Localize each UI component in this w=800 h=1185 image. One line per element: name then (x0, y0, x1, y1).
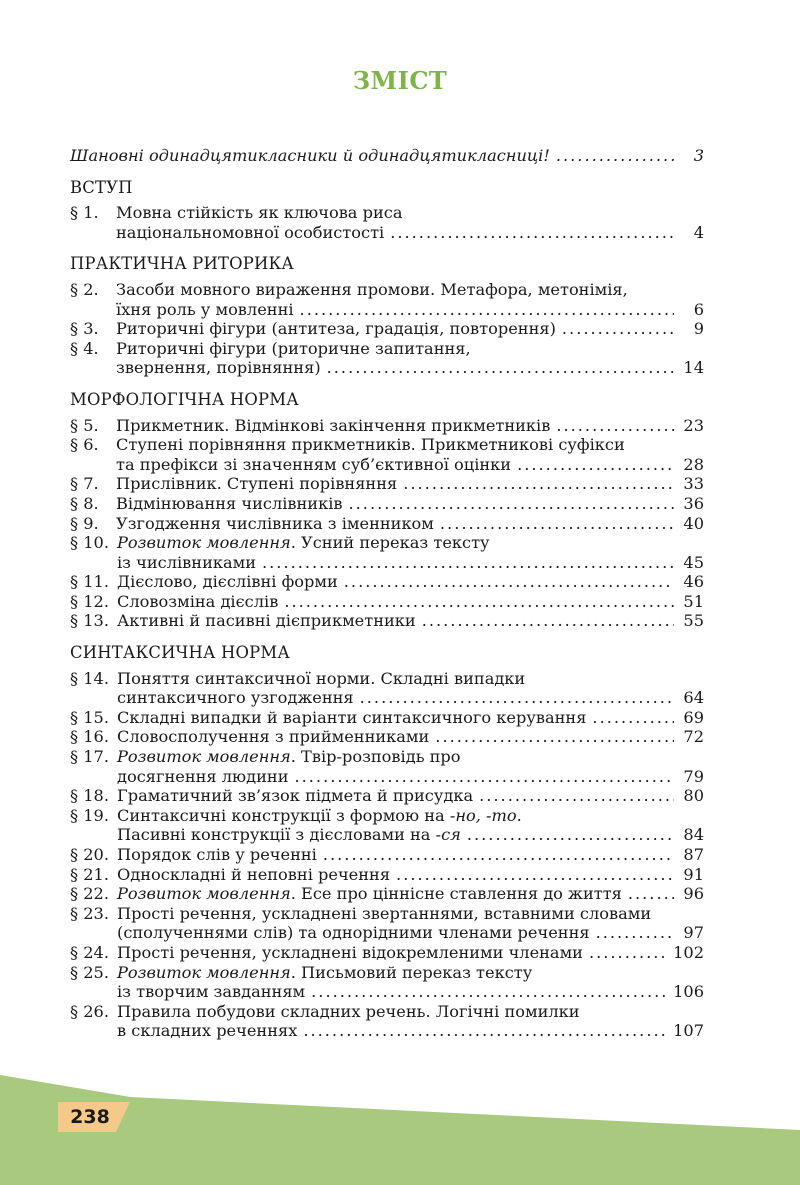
toc-entry-number: § 26. (70, 1001, 109, 1021)
page-number: 238 (70, 1106, 110, 1128)
toc-entry-text-italic: Розвиток мовлення (117, 962, 291, 982)
toc-entry-text: Правила побудови складних речень. Логічні помилки (117, 1001, 580, 1021)
toc-entry[interactable] (70, 280, 704, 319)
toc-entry-text: Складні випадки й варіанти синтаксичного керування (117, 707, 587, 727)
dot-leader (311, 982, 665, 1002)
toc-entry[interactable] (70, 319, 704, 339)
toc-entry-text: досягнення людини (117, 766, 289, 786)
toc-entry-text: Словосполучення з прийменниками (117, 727, 430, 747)
dot-leader (390, 223, 674, 243)
toc-page-number: 106 (673, 982, 704, 1002)
toc-entry-text: звернення, порівняння) (116, 358, 321, 378)
toc-entry-number: § 15. (70, 707, 109, 727)
toc-entry-text: Односкладні й неповні речення (117, 864, 391, 884)
toc-entry-number: § 14. (70, 668, 109, 688)
toc-entry-number: § 13. (70, 611, 109, 631)
toc-page-number: 45 (683, 552, 704, 572)
dot-leader (517, 455, 674, 475)
toc-entry-text-italic: -но, -то (449, 805, 517, 825)
toc-entry-text: Словозміна дієслів (117, 591, 279, 611)
toc-entry-text-italic: Розвиток мовлення (117, 884, 291, 904)
toc-entry-number: § 17. (70, 747, 109, 767)
toc-page-number: 3 (693, 146, 704, 165)
dot-leader (467, 825, 674, 845)
toc-entry[interactable] (70, 339, 704, 378)
table-of-contents (70, 146, 704, 1041)
section-heading-morphology: МОРФОЛОГІЧНА НОРМА (70, 389, 299, 409)
toc-entry[interactable] (70, 963, 704, 1002)
toc-entry-text: Прості речення, ускладнені відокремленими членами (117, 942, 583, 962)
toc-entry-text: Риторичні фігури (антитеза, градація, повторення) (116, 319, 556, 339)
toc-entry[interactable] (70, 865, 704, 885)
dot-leader (360, 688, 674, 708)
toc-page-number: 23 (683, 415, 704, 435)
toc-entry-text: . Есе про ціннісне ставлення до життя (290, 884, 622, 904)
toc-entry-text: Дієслово, дієслівні форми (117, 572, 338, 592)
dot-leader (556, 146, 674, 166)
toc-entry[interactable] (70, 943, 704, 963)
toc-entry-text: . Письмовий переказ тексту (290, 962, 533, 982)
toc-entry-text: в складних реченнях (117, 1021, 298, 1041)
toc-entry-number: § 7. (70, 474, 99, 494)
toc-entry-number: § 8. (70, 493, 99, 513)
toc-page-number: 4 (693, 222, 704, 242)
dot-leader (327, 358, 674, 378)
dot-leader (479, 786, 674, 806)
dot-leader (440, 514, 674, 534)
toc-entry[interactable] (70, 845, 704, 865)
toc-entry[interactable] (70, 727, 704, 747)
dot-leader (323, 845, 674, 865)
toc-entry[interactable] (70, 435, 704, 474)
toc-entry[interactable] (70, 572, 704, 592)
dot-leader (262, 553, 674, 573)
toc-entry-text: Порядок слів у реченні (117, 845, 317, 864)
dot-leader (562, 319, 674, 339)
toc-entry-number: § 6. (70, 435, 99, 455)
toc-page-number: 72 (683, 727, 704, 747)
toc-page-number: 51 (683, 591, 704, 611)
toc-page-number: 46 (683, 572, 704, 592)
toc-entry-text: Мовна стійкість як ключова риса (116, 203, 403, 223)
toc-entry[interactable] (70, 669, 704, 708)
toc-page-number: 87 (683, 845, 704, 864)
toc-entry[interactable] (70, 786, 704, 806)
toc-entry-text: із числівниками (117, 552, 257, 572)
toc-entry-text-italic: Розвиток мовлення (117, 533, 291, 553)
dot-leader (596, 923, 674, 943)
toc-entry-text-italic: Розвиток мовлення (117, 747, 291, 767)
toc-entry-number: § 18. (70, 786, 109, 806)
section-heading-rhetoric: ПРАКТИЧНА РИТОРИКА (70, 254, 294, 274)
toc-entry-text: Засоби мовного вираження промови. Метафора, метонімія, (116, 279, 628, 299)
toc-entry-number: § 24. (70, 942, 109, 962)
dot-leader (589, 943, 665, 963)
toc-entry-number: § 9. (70, 513, 99, 533)
toc-page-number: 97 (683, 923, 704, 943)
toc-page-number: 69 (683, 707, 704, 727)
toc-entry-text: національномовної особистості (116, 222, 385, 242)
toc-entry-number: § 22. (70, 884, 109, 904)
toc-entry-number: § 19. (70, 805, 109, 825)
toc-entry-number: § 21. (70, 864, 109, 884)
toc-entry-text: Синтаксичні конструкції з формою на (117, 805, 445, 825)
toc-entry[interactable] (70, 494, 704, 514)
toc-page-number: 107 (673, 1021, 704, 1041)
toc-entry-number: § 25. (70, 962, 109, 982)
toc-entry-number: § 1. (70, 203, 99, 223)
dot-leader (396, 865, 674, 885)
toc-entry[interactable] (70, 592, 704, 612)
toc-entry-number: § 3. (70, 319, 99, 339)
toc-entry[interactable] (70, 806, 704, 845)
toc-entry-text: Узгодження числівника з іменником (116, 513, 434, 533)
toc-page-number: 40 (683, 513, 704, 533)
dot-leader (344, 572, 674, 592)
toc-entry[interactable] (70, 884, 704, 904)
toc-entry-text: Активні й пасивні дієприкметники (117, 611, 416, 631)
toc-entry-intro[interactable] (70, 146, 704, 166)
dot-leader (435, 727, 674, 747)
toc-entry-text: . Твір-розповідь про (290, 747, 461, 767)
toc-entry-number: § 16. (70, 727, 109, 747)
section-heading-syntax: СИНТАКСИЧНА НОРМА (70, 643, 290, 663)
toc-page-number: 84 (683, 825, 704, 845)
toc-entry-text: Прикметник. Відмінкові закінчення прикметників (116, 415, 551, 435)
toc-entry-text: їхня роль у мовленні (116, 299, 294, 319)
toc-page-number: 36 (683, 493, 704, 513)
toc-page-number: 102 (673, 942, 704, 962)
toc-page-number: 79 (683, 766, 704, 786)
toc-entry-number: § 4. (70, 338, 99, 358)
toc-page-number: 91 (683, 864, 704, 884)
toc-page-number: 55 (683, 611, 704, 631)
toc-page-number: 9 (693, 319, 704, 339)
toc-entry[interactable] (70, 416, 704, 436)
toc-entry-number: § 10. (70, 533, 109, 553)
page-title: ЗМІСТ (352, 66, 448, 95)
toc-entry-number: § 20. (70, 845, 109, 864)
dot-leader (295, 767, 675, 787)
toc-entry[interactable] (70, 514, 704, 534)
dot-leader (403, 474, 674, 494)
toc-entry[interactable] (70, 1002, 704, 1041)
dot-leader (422, 611, 674, 631)
toc-entry-text: із творчим завданням (117, 982, 306, 1002)
dot-leader (303, 1021, 665, 1041)
toc-page-number: 96 (683, 884, 704, 904)
toc-entry-text: Ступені порівняння прикметників. Прикметникові суфікси (116, 435, 625, 455)
toc-entry-text: Пасивні конструкції з дієсловами на (117, 825, 431, 845)
toc-entry-text: . (516, 805, 522, 825)
dot-leader (300, 300, 674, 320)
toc-entry-number: § 11. (70, 572, 109, 592)
toc-entry-text: Прості речення, ускладнені звертаннями, вставними словами (117, 903, 652, 923)
section-heading-intro: ВСТУП (70, 177, 133, 197)
toc-entry[interactable] (70, 904, 704, 943)
toc-entry-text: синтаксичного узгодження (117, 688, 354, 708)
toc-entry-number: § 5. (70, 415, 99, 435)
toc-page-number: 80 (683, 786, 704, 806)
toc-page-number: 28 (683, 454, 704, 474)
toc-entry-text: та префікси зі значенням суб’єктивної оцінки (116, 454, 512, 474)
toc-entry-text: . Усний переказ тексту (290, 533, 490, 553)
toc-entry-text-italic: -ся (435, 825, 461, 845)
toc-entry-text: (сполученнями слів) та однорідними членами речення (117, 923, 590, 943)
toc-entry-number: § 12. (70, 591, 109, 611)
dot-leader (592, 708, 674, 728)
toc-entry[interactable] (70, 203, 704, 242)
toc-entry-text: Шановні одинадцятикласники й одинадцятикласниці! (70, 146, 550, 165)
dot-leader (349, 494, 674, 514)
toc-entry-text: Граматичний зв’язок підмета й присудка (117, 786, 474, 806)
toc-entry-text: Поняття синтаксичної норми. Складні випадки (117, 668, 526, 688)
toc-page-number: 33 (683, 474, 704, 494)
toc-entry[interactable] (70, 474, 704, 494)
toc-entry[interactable] (70, 747, 704, 786)
dot-leader (284, 592, 674, 612)
toc-page-number: 14 (683, 358, 704, 378)
dot-leader (628, 884, 674, 904)
toc-entry[interactable] (70, 708, 704, 728)
dot-leader (556, 416, 674, 436)
toc-entry-text: Риторичні фігури (риторичне запитання, (116, 338, 471, 358)
toc-entry[interactable] (70, 533, 704, 572)
toc-entry-text: Прислівник. Ступені порівняння (116, 474, 398, 494)
toc-page-number: 64 (683, 688, 704, 708)
toc-entry-text: Відмінювання числівників (116, 493, 343, 513)
toc-entry[interactable] (70, 611, 704, 631)
toc-page-number: 6 (693, 299, 704, 319)
toc-entry-number: § 2. (70, 279, 99, 299)
toc-entry-number: § 23. (70, 903, 109, 923)
